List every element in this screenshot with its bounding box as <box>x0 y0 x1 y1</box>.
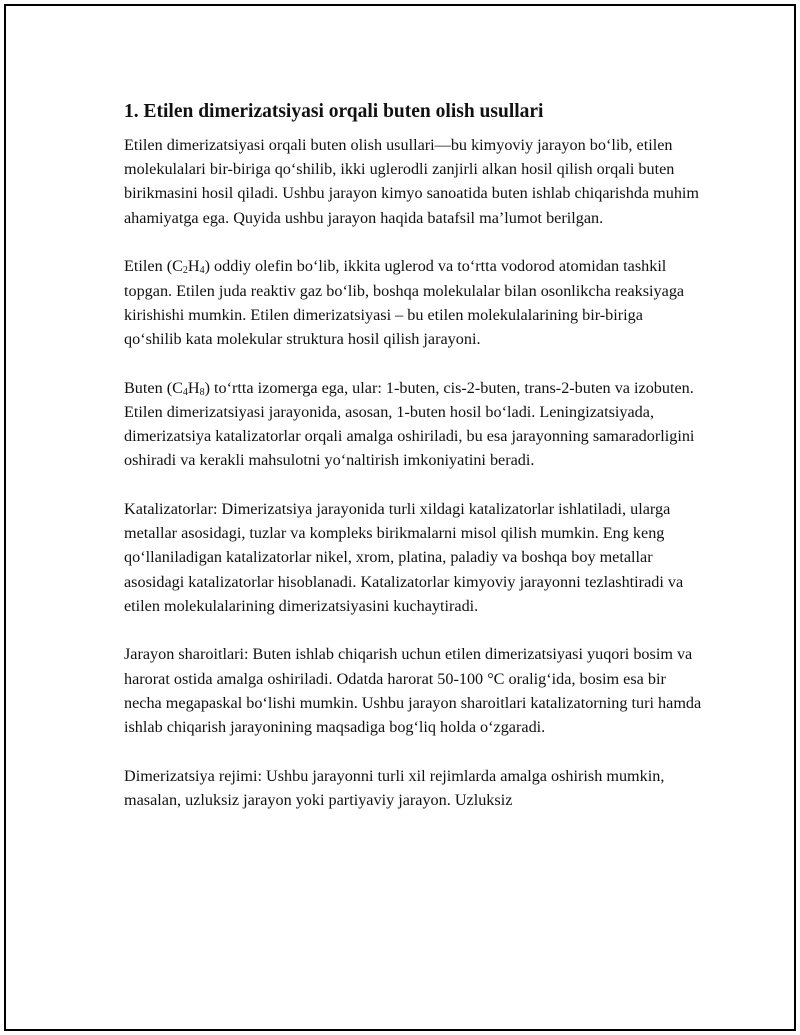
ethylene-subscript-hydrogen: 4 <box>199 265 205 277</box>
paragraph-ethylene-text-before: Etilen (C <box>124 257 183 276</box>
paragraph-ethylene-text-after: ) oddiy olefin bo‘lib, ikkita uglerod va to‘rtta vodorod atomidan tashkil topgan. Etilen juda reaktiv gaz bo‘lib, boshqa molekulalar bilan osonlikcha reaksiyaga kirishishi mumkin. Etilen dimerizatsiyasi – bu etilen molekulalarining bir-biriga qo‘shilib kata molekular struktura hosil qilish jarayoni. <box>124 257 685 348</box>
paragraph-catalysts: Katalizatorlar: Dimerizatsiya jarayonida turli xildagi katalizatorlar ishlatiladi, ularga metallar asosidagi, tuzlar va kompleks birikmalarni misol qilish mumkin. Eng keng qo‘llaniladigan katalizatorlar nikel, xrom, platina, paladiy va boshqa boy metallar asosidagi katalizatorlar hisoblanadi. Katalizatorlar kimyoviy jarayonni tezlashtiradi va etilen molekulalarining dimerizatsiyasini kuchaytiradi. <box>124 499 684 615</box>
paragraph-ethylene <box>124 254 704 351</box>
paragraph-intro: Etilen dimerizatsiyasi orqali buten olish usullari—bu kimyoviy jarayon bo‘lib, etilen molekulalari bir-biriga qo‘shilib, ikki uglerodli zanjirli alkan hosil qilish orqali buten birikmasini hosil qiladi. Ushbu jarayon kimyo sanoatida buten ishlab chiqarishda muhim ahamiyatga ega. Quyida ushbu jarayon haqida batafsil ma’lumot berilgan. <box>124 136 700 227</box>
paragraph-dimerization-mode: Dimerizatsiya rejimi: Ushbu jarayonni turli xil rejimlarda amalga oshirish mumkin, masalan, uzluksiz jarayon yoki partiyaviy jarayon. Uzluksiz <box>124 766 665 809</box>
page-frame <box>4 4 796 1031</box>
butene-subscript-carbon: 4 <box>182 386 188 398</box>
ethylene-formula-hydrogen: H <box>187 257 200 276</box>
document-body <box>124 99 704 837</box>
paragraph-process-conditions: Jarayon sharoitlari: Buten ishlab chiqarish uchun etilen dimerizatsiyasi yuqori bosim va harorat ostida amalga oshiriladi. Odatda harorat 50-100 °C oralig‘ida, bosim esa bir necha megapaskal bo‘lishi mumkin. Ushbu jarayon sharoitlari katalizatorning turi hamda ishlab chiqarish jarayonining maqsadiga bog‘liq holda o‘zgaradi. <box>124 645 702 737</box>
paragraph-butene <box>124 376 704 473</box>
butene-formula-hydrogen: H <box>187 378 200 397</box>
paragraph-butene-text-before: Buten (C <box>124 378 183 397</box>
document-title: 1. Etilen dimerizatsiyasi orqali buten olish usullari <box>124 101 544 122</box>
ethylene-subscript-carbon: 2 <box>182 265 188 277</box>
butene-subscript-hydrogen: 8 <box>199 386 205 398</box>
paragraph-butene-text-after: ) to‘rtta izomerga ega, ular: 1-buten, cis-2-buten, trans-2-buten va izobuten. Etilen dimerizatsiyasi jarayonida, asosan, 1-buten hosil bo‘ladi. Leningizatsiyada, dimerizatsiya katalizatorlar orqali amalga oshiriladi, bu esa jarayonning samaradorligini oshiradi va kerakli mahsulotni yo‘naltirish imkoniyatini beradi. <box>124 378 695 470</box>
